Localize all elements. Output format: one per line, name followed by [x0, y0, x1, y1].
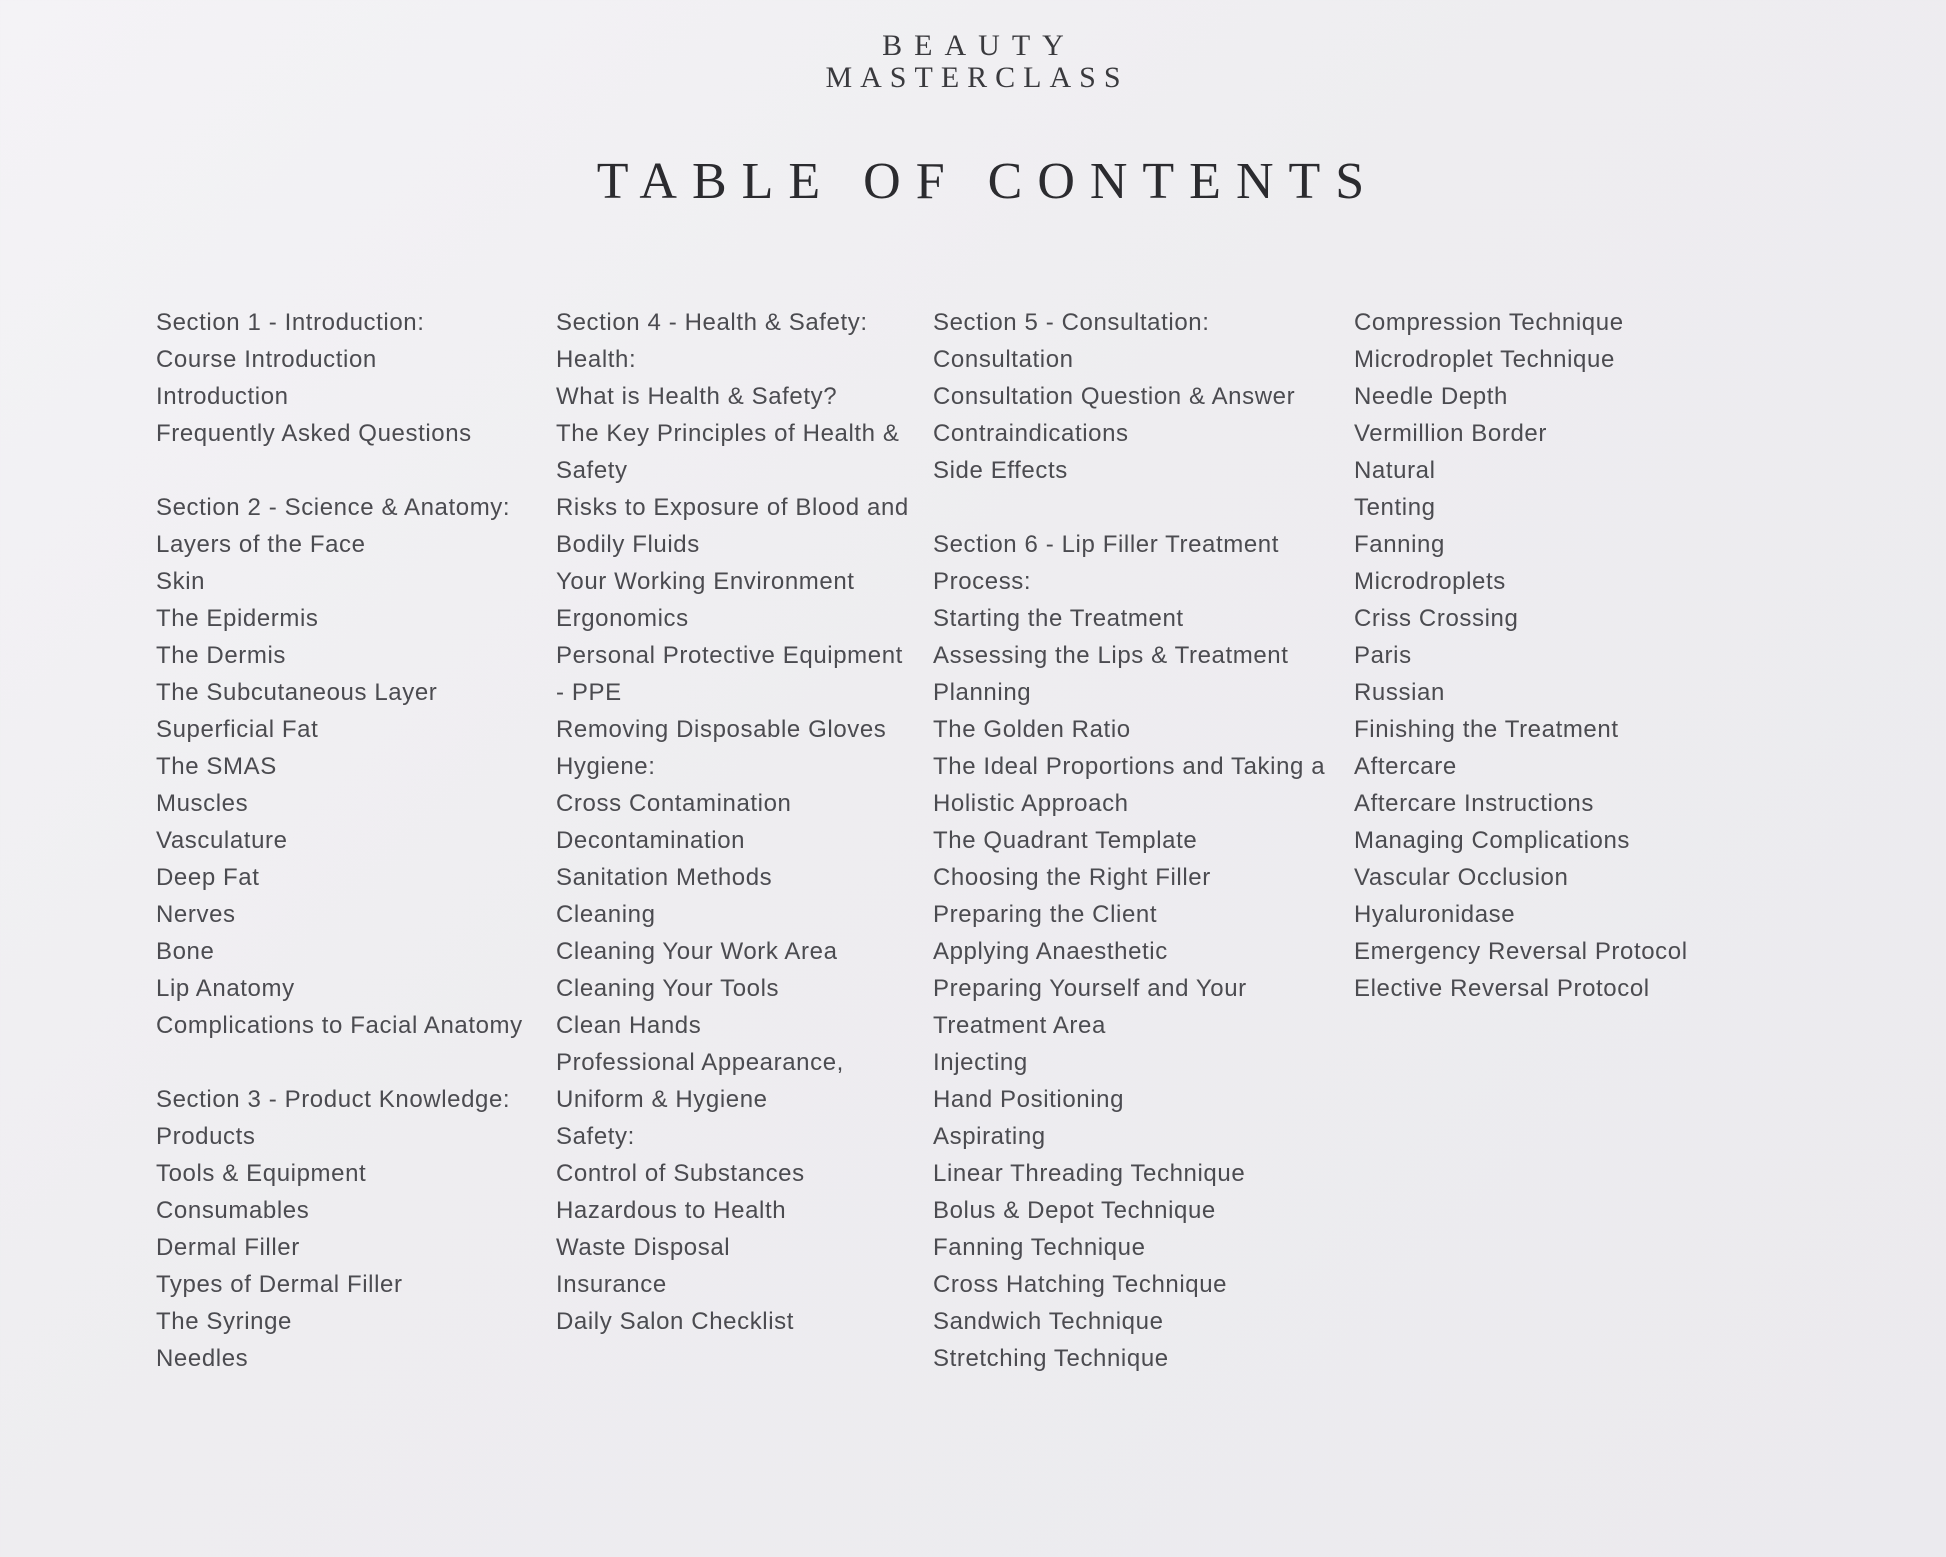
toc-entry: The Key Principles of Health &	[556, 420, 900, 447]
toc-entry: Vasculature	[156, 827, 288, 854]
toc-entry: Personal Protective Equipment	[556, 642, 903, 669]
toc-entry: Health:	[556, 346, 637, 373]
toc-entry: Microdroplet Technique	[1354, 346, 1615, 373]
toc-entry: Bodily Fluids	[556, 531, 700, 558]
toc-section-heading: Section 6 - Lip Filler Treatment	[933, 531, 1280, 558]
toc-entry: Side Effects	[933, 457, 1068, 484]
brand-logo	[0, 30, 1946, 94]
toc-entry: Fanning Technique	[933, 1234, 1146, 1261]
toc-entry: Superficial Fat	[156, 716, 319, 743]
toc-entry: Bolus & Depot Technique	[933, 1197, 1216, 1224]
toc-entry: Frequently Asked Questions	[156, 420, 472, 447]
toc-section-heading: Section 2 - Science & Anatomy:	[156, 494, 511, 521]
toc-entry: Waste Disposal	[556, 1234, 731, 1261]
toc-entry: Sandwich Technique	[933, 1308, 1164, 1335]
toc-entry: Uniform & Hygiene	[556, 1086, 768, 1113]
toc-entry: Lip Anatomy	[156, 975, 295, 1002]
toc-entry: Linear Threading Technique	[933, 1160, 1246, 1187]
toc-section-heading: Section 1 - Introduction:	[156, 309, 425, 336]
toc-section-heading: Section 3 - Product Knowledge:	[156, 1086, 511, 1113]
toc-entry: Starting the Treatment	[933, 605, 1184, 632]
toc-entry: Finishing the Treatment	[1354, 716, 1619, 743]
toc-entry: Deep Fat	[156, 864, 260, 891]
toc-entry: Treatment Area	[933, 1012, 1106, 1039]
toc-entry: Natural	[1354, 457, 1436, 484]
toc-entry: Holistic Approach	[933, 790, 1129, 817]
toc-entry: Skin	[156, 568, 206, 595]
toc-entry: Russian	[1354, 679, 1445, 706]
toc-entry: Consultation	[933, 346, 1074, 373]
toc-entry: Elective Reversal Protocol	[1354, 975, 1650, 1002]
page-title: TABLE OF CONTENTS	[596, 153, 1380, 210]
toc-entry: - PPE	[556, 679, 622, 706]
toc-column-4	[1354, 304, 1688, 1007]
toc-entry: Decontamination	[556, 827, 746, 854]
toc-entry: Emergency Reversal Protocol	[1354, 938, 1688, 965]
toc-entry: Preparing the Client	[933, 901, 1158, 928]
toc-entry: The Quadrant Template	[933, 827, 1198, 854]
toc-entry: Cleaning Your Work Area	[556, 938, 838, 965]
toc-entry: What is Health & Safety?	[556, 383, 838, 410]
toc-entry: The Epidermis	[156, 605, 319, 632]
toc-entry: Hand Positioning	[933, 1086, 1125, 1113]
toc-entry: Clean Hands	[556, 1012, 702, 1039]
toc-entry: Consultation Question & Answer	[933, 383, 1296, 410]
toc-column-1	[156, 304, 523, 1377]
toc-entry: The Syringe	[156, 1308, 292, 1335]
toc-entry: Layers of the Face	[156, 531, 366, 558]
toc-entry: Planning	[933, 679, 1032, 706]
brand-line-1: BEAUTY	[882, 29, 1076, 62]
toc-section-heading: Section 5 - Consultation:	[933, 309, 1210, 336]
toc-entry: Introduction	[156, 383, 289, 410]
toc-entry: Applying Anaesthetic	[933, 938, 1168, 965]
toc-entry: Aspirating	[933, 1123, 1046, 1150]
toc-entry: Course Introduction	[156, 346, 377, 373]
toc-entry: Daily Salon Checklist	[556, 1308, 795, 1335]
toc-entry: Removing Disposable Gloves	[556, 716, 887, 743]
toc-entry: Your Working Environment	[556, 568, 855, 595]
toc-entry: Choosing the Right Filler	[933, 864, 1211, 891]
toc-entry: Vascular Occlusion	[1354, 864, 1569, 891]
toc-entry: The Ideal Proportions and Taking a	[933, 753, 1326, 780]
toc-entry: Microdroplets	[1354, 568, 1506, 595]
toc-entry: Cleaning	[556, 901, 656, 928]
toc-entry: Process:	[933, 568, 1032, 595]
toc-section-heading: Section 4 - Health & Safety:	[556, 309, 868, 336]
toc-entry: Safety	[556, 457, 628, 484]
toc-entry: Muscles	[156, 790, 249, 817]
toc-entry: Preparing Yourself and Your	[933, 975, 1247, 1002]
toc-entry: Paris	[1354, 642, 1412, 669]
toc-entry: Hygiene:	[556, 753, 656, 780]
toc-entry: Nerves	[156, 901, 236, 928]
toc-entry: Stretching Technique	[933, 1345, 1169, 1372]
toc-spacer	[933, 489, 1325, 526]
toc-entry: Hazardous to Health	[556, 1197, 787, 1224]
toc-entry: Aftercare Instructions	[1354, 790, 1594, 817]
toc-entry: Fanning	[1354, 531, 1445, 558]
toc-entry: Cleaning Your Tools	[556, 975, 780, 1002]
toc-entry: The Golden Ratio	[933, 716, 1131, 743]
toc-entry: Sanitation Methods	[556, 864, 773, 891]
toc-entry: Vermillion Border	[1354, 420, 1547, 447]
toc-entry: Types of Dermal Filler	[156, 1271, 403, 1298]
toc-entry: Consumables	[156, 1197, 310, 1224]
toc-spacer	[156, 452, 523, 489]
toc-entry: The Subcutaneous Layer	[156, 679, 438, 706]
toc-entry: Compression Technique	[1354, 309, 1624, 336]
toc-entry: Bone	[156, 938, 215, 965]
toc-entry: Assessing the Lips & Treatment	[933, 642, 1289, 669]
toc-entry: Safety:	[556, 1123, 635, 1150]
toc-entry: Needle Depth	[1354, 383, 1508, 410]
toc-entry: The SMAS	[156, 753, 277, 780]
toc-column-3	[933, 304, 1325, 1377]
toc-entry: Cross Hatching Technique	[933, 1271, 1228, 1298]
toc-entry: Control of Substances	[556, 1160, 805, 1187]
toc-entry: Managing Complications	[1354, 827, 1631, 854]
toc-entry: Risks to Exposure of Blood and	[556, 494, 909, 521]
toc-entry: Professional Appearance,	[556, 1049, 844, 1076]
toc-entry: Aftercare	[1354, 753, 1457, 780]
toc-column-2	[556, 304, 909, 1340]
toc-entry: Insurance	[556, 1271, 667, 1298]
toc-entry: Products	[156, 1123, 256, 1150]
toc-entry: Contraindications	[933, 420, 1129, 447]
toc-entry: Tools & Equipment	[156, 1160, 367, 1187]
toc-entry: The Dermis	[156, 642, 287, 669]
toc-entry: Dermal Filler	[156, 1234, 300, 1261]
brand-line-2: MASTERCLASS	[825, 61, 1129, 94]
toc-spacer	[156, 1044, 523, 1081]
toc-entry: Complications to Facial Anatomy	[156, 1012, 523, 1039]
toc-entry: Tenting	[1354, 494, 1436, 521]
toc-entry: Needles	[156, 1345, 249, 1372]
toc-entry: Hyaluronidase	[1354, 901, 1516, 928]
toc-entry: Injecting	[933, 1049, 1028, 1076]
toc-entry: Cross Contamination	[556, 790, 792, 817]
toc-entry: Ergonomics	[556, 605, 689, 632]
toc-entry: Criss Crossing	[1354, 605, 1519, 632]
